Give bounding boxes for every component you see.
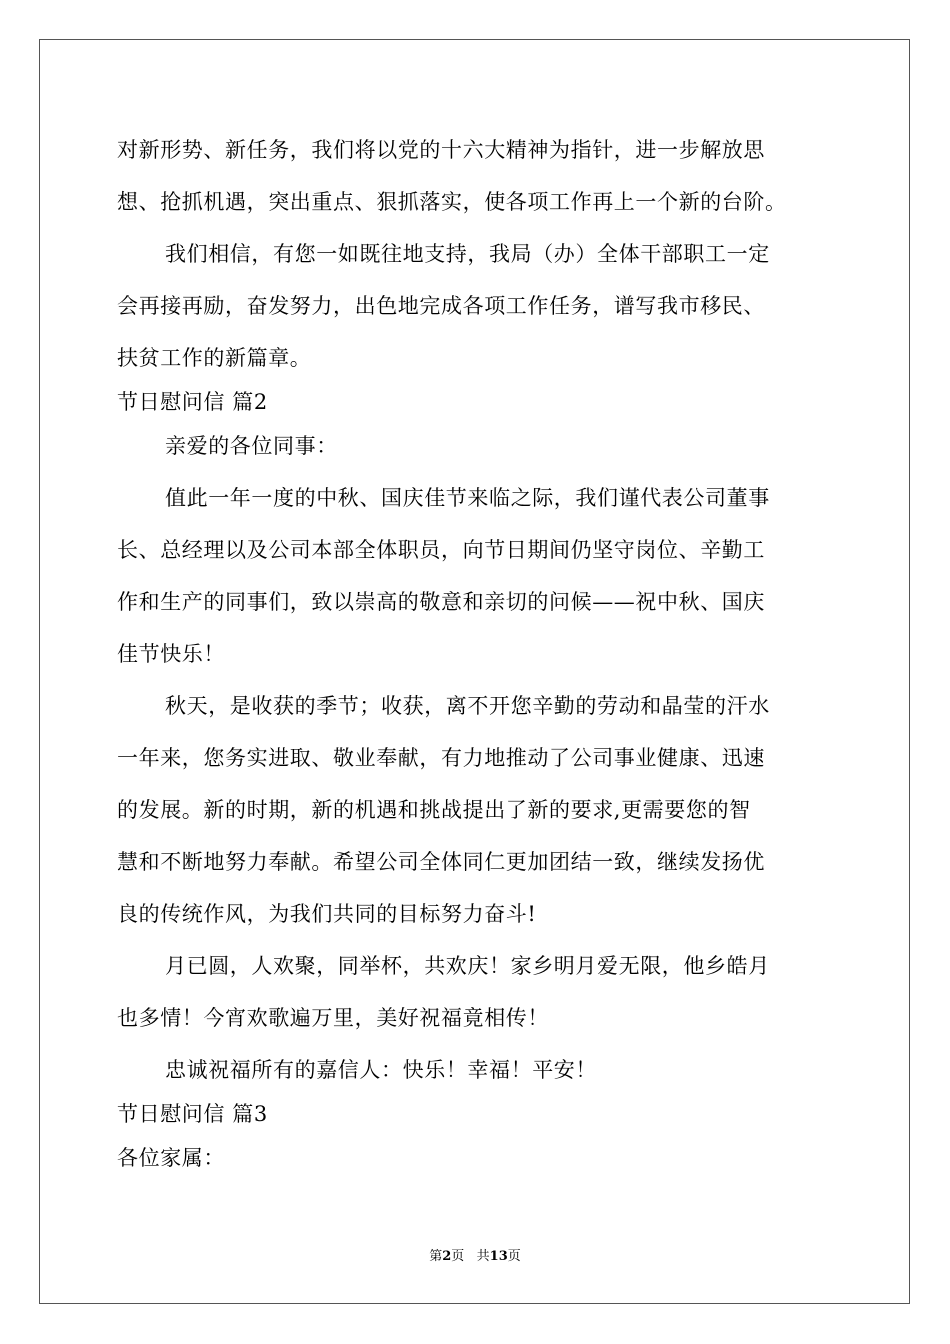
footer-suffix: 页: [507, 1249, 521, 1264]
paragraph-line: 忠诚祝福所有的嘉信人：快乐！幸福！平安！: [165, 1058, 597, 1082]
footer-total-pages: 13: [489, 1249, 508, 1264]
paragraph-line: 秋天，是收获的季节；收获，离不开您辛勤的劳动和晶莹的汗水: [165, 694, 770, 718]
paragraph-line: 想、抢抓机遇，突出重点、狠抓落实，使各项工作再上一个新的台阶。: [117, 190, 787, 214]
paragraph-line: 月已圆，人欢聚，同举杯，共欢庆！家乡明月爱无限，他乡皓月: [165, 954, 770, 978]
paragraph-line: 值此一年一度的中秋、国庆佳节来临之际，我们谨代表公司董事: [165, 486, 770, 510]
paragraph-line: 会再接再励，奋发努力，出色地完成各项工作任务，谱写我市移民、: [117, 294, 765, 318]
footer-page-number: 2: [442, 1249, 452, 1264]
paragraph-line: 作和生产的同事们，致以崇高的敬意和亲切的问候——祝中秋、国庆: [117, 590, 765, 614]
section-heading: 节日慰问信 篇2: [117, 390, 268, 414]
footer-mid: 页 共: [451, 1249, 490, 1264]
paragraph-line: 也多情！今宵欢歌遍万里，美好祝福竟相传！: [117, 1006, 549, 1030]
paragraph-line: 慧和不断地努力奉献。希望公司全体同仁更加团结一致，继续发扬优: [117, 850, 765, 874]
paragraph-line: 长、总经理以及公司本部全体职员，向节日期间仍坚守岗位、辛勤工: [117, 538, 765, 562]
paragraph-line: 扶贫工作的新篇章。: [117, 346, 312, 370]
document-body: [117, 128, 837, 1188]
paragraph-line: 一年来，您务实进取、敬业奉献，有力地推动了公司事业健康、迅速: [117, 746, 765, 770]
section-heading: 节日慰问信 篇3: [117, 1102, 268, 1126]
paragraph-line: 佳节快乐！: [117, 642, 225, 666]
salutation: 亲爱的各位同事：: [165, 434, 338, 458]
paragraph-line: 对新形势、新任务，我们将以党的十六大精神为指针，进一步解放思: [117, 138, 765, 162]
salutation: 各位家属：: [117, 1146, 225, 1170]
paragraph-line: 良的传统作风，为我们共同的目标努力奋斗!: [117, 902, 537, 926]
paragraph-line: 的发展。新的时期，新的机遇和挑战提出了新的要求,更需要您的智: [117, 798, 751, 822]
page-footer: [0, 1245, 950, 1264]
paragraph-line: 我们相信，有您一如既往地支持，我局（办）全体干部职工一定: [165, 242, 770, 266]
footer-prefix: 第: [429, 1249, 443, 1264]
